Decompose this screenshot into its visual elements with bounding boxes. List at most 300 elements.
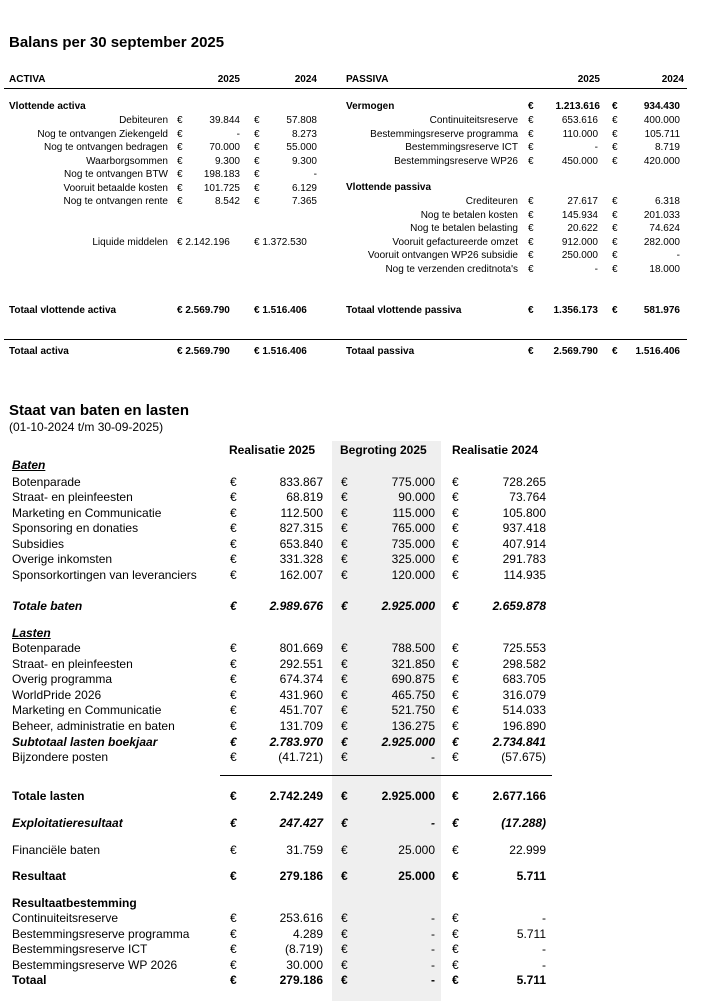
activa-row-currency-2025: € (177, 156, 183, 167)
income-row-currency-realisation-2024: € (452, 843, 459, 857)
total-current-liabilities-2024: 581.976 (643, 305, 680, 316)
income-row-currency-budget-2025: € (341, 973, 348, 987)
total-current-assets-2025: € 2.569.790 (177, 305, 230, 316)
income-row-realisation-2025: 162.007 (279, 568, 323, 582)
activa-row-value-2024: 9.300 (291, 156, 317, 167)
income-row-label: Sponsoring en donaties (12, 521, 139, 535)
activa-row-value-2025: 198.183 (203, 169, 240, 180)
income-row-currency-realisation-2025: € (230, 869, 237, 883)
income-row-realisation-2025: 31.759 (286, 843, 323, 857)
vermogen-row-currency-2024: € (612, 115, 618, 126)
total-liabilities-2024: 1.516.406 (635, 346, 680, 357)
passiva-row-label: Nog te verzenden creditnota's (385, 264, 518, 275)
income-row-currency-realisation-2024: € (452, 641, 459, 655)
income-row-currency-realisation-2025: € (230, 843, 237, 857)
income-row-realisation-2025: 431.960 (279, 688, 323, 702)
income-row-label: Beheer, administratie en baten (12, 719, 175, 733)
vermogen-row-currency-2024: € (612, 142, 618, 153)
income-row-budget-2025: - (431, 927, 435, 941)
liquide-2024: € 1.372.530 (254, 237, 307, 248)
vermogen-currency-2025: € (528, 101, 534, 112)
income-row-currency-budget-2025: € (341, 521, 348, 535)
income-row-realisation-2025: (8.719) (284, 942, 323, 956)
income-row-label: Baten (12, 458, 46, 472)
income-row-realisation-2025: 833.867 (279, 475, 323, 489)
income-row-currency-budget-2025: € (341, 911, 348, 925)
income-row-currency-budget-2025: € (341, 735, 348, 749)
activa-row-value-2025: - (236, 129, 240, 140)
totals-rule (4, 339, 687, 340)
income-row-currency-budget-2025: € (341, 688, 348, 702)
income-row-realisation-2025: 112.500 (280, 506, 323, 520)
vermogen-label: Vermogen (346, 101, 395, 112)
income-row-currency-realisation-2025: € (230, 599, 237, 613)
income-row-label: Botenparade (12, 641, 81, 655)
income-row-realisation-2024: 114.935 (503, 568, 546, 582)
activa-row-value-2024: 55.000 (286, 142, 317, 153)
passiva-row-currency-2025: € (528, 264, 534, 275)
income-row-realisation-2025: 827.315 (279, 521, 323, 535)
income-row-currency-realisation-2025: € (230, 657, 237, 671)
income-row-budget-2025: - (431, 816, 435, 830)
activa-row-currency-2024: € (254, 156, 260, 167)
income-row-budget-2025: 465.750 (391, 688, 435, 702)
activa-row-value-2024: 6.129 (291, 183, 317, 194)
income-row-label: Bestemmingsreserve WP 2026 (12, 958, 178, 972)
income-row-realisation-2024: 291.783 (502, 552, 546, 566)
income-row-realisation-2024: 514.033 (502, 703, 546, 717)
income-row-currency-realisation-2025: € (230, 703, 237, 717)
income-row-currency-budget-2025: € (341, 789, 348, 803)
activa-row-currency-2024: € (254, 115, 260, 126)
activa-row-value-2025: 8.542 (214, 196, 240, 207)
income-row-currency-realisation-2025: € (230, 475, 237, 489)
passiva-row-label: Nog te betalen belasting (410, 223, 518, 234)
passiva-row-currency-2024: € (612, 264, 618, 275)
income-row-currency-realisation-2024: € (452, 657, 459, 671)
income-row-realisation-2025: 247.427 (279, 816, 323, 830)
income-row-label: Marketing en Communicatie (12, 506, 162, 520)
income-row-budget-2025: 2.925.000 (381, 599, 435, 613)
activa-row-value-2025: 39.844 (209, 115, 240, 126)
passiva-row-value-2025: 912.000 (561, 237, 598, 248)
income-row-currency-budget-2025: € (341, 475, 348, 489)
passiva-row-label: Vooruit gefactureerde omzet (392, 237, 518, 248)
vermogen-row-value-2025: - (594, 142, 598, 153)
income-row-budget-2025: 521.750 (391, 703, 435, 717)
passiva-row-value-2025: 145.934 (561, 210, 598, 221)
income-row-budget-2025: 120.000 (391, 568, 435, 582)
activa-section-title: Vlottende activa (9, 101, 86, 112)
income-row-budget-2025: 2.925.000 (381, 735, 435, 749)
passiva-row-value-2025: 250.000 (561, 250, 598, 261)
passiva-section-title: Vlottende passiva (346, 182, 432, 193)
income-row-currency-realisation-2024: € (452, 927, 459, 941)
activa-row-value-2024: 57.808 (286, 115, 317, 126)
income-row-currency-budget-2025: € (341, 672, 348, 686)
income-row-currency-realisation-2024: € (452, 789, 459, 803)
total-liabilities-currency-2025: € (528, 346, 534, 357)
income-row-label: Totale baten (12, 599, 83, 613)
passiva-row-label: Vooruit ontvangen WP26 subsidie (367, 250, 518, 261)
passiva-row-label: Nog te betalen kosten (420, 210, 518, 221)
income-row-currency-realisation-2024: € (452, 568, 459, 582)
income-row-currency-realisation-2025: € (230, 911, 237, 925)
vermogen-row-currency-2025: € (528, 129, 534, 140)
vermogen-row-label: Continuiteitsreserve (429, 115, 518, 126)
income-row-budget-2025: 788.500 (391, 641, 435, 655)
income-row-realisation-2025: 279.186 (279, 869, 323, 883)
income-row-currency-realisation-2025: € (230, 641, 237, 655)
income-row-realisation-2024: - (542, 911, 546, 925)
income-row-realisation-2024: 5.711 (516, 927, 546, 941)
vermogen-2025: 1.213.616 (555, 101, 600, 112)
activa-header: ACTIVA (9, 74, 46, 85)
income-row-realisation-2025: 674.374 (279, 672, 323, 686)
income-row-currency-realisation-2024: € (452, 973, 459, 987)
income-row-currency-realisation-2025: € (230, 568, 237, 582)
income-row-currency-realisation-2025: € (230, 927, 237, 941)
activa-header-2025: 2025 (217, 74, 240, 85)
income-row-realisation-2024: (57.675) (501, 750, 546, 764)
income-row-currency-realisation-2024: € (452, 490, 459, 504)
income-row-budget-2025: 765.000 (391, 521, 435, 535)
activa-row-value-2024: 7.365 (291, 196, 317, 207)
total-liabilities-currency-2024: € (612, 346, 618, 357)
passiva-row-currency-2024: € (612, 196, 618, 207)
total-liabilities-label: Totaal passiva (346, 346, 415, 357)
income-row-realisation-2025: 279.186 (279, 973, 323, 987)
income-row-realisation-2024: 105.800 (502, 506, 546, 520)
activa-row-label: Nog te ontvangen rente (63, 196, 168, 207)
income-row-realisation-2024: 407.914 (502, 537, 546, 551)
income-row-label: Subsidies (12, 537, 65, 551)
income-row-currency-realisation-2025: € (230, 816, 237, 830)
passiva-row-value-2025: 27.617 (567, 196, 598, 207)
income-row-currency-realisation-2025: € (230, 719, 237, 733)
income-row-realisation-2025: 253.616 (279, 911, 323, 925)
passiva-row-currency-2024: € (612, 237, 618, 248)
income-row-budget-2025: 735.000 (391, 537, 435, 551)
income-row-label: Totale lasten (12, 789, 85, 803)
income-row-budget-2025: - (431, 973, 435, 987)
vermogen-2024: 934.430 (643, 101, 680, 112)
vermogen-row-value-2024: 400.000 (643, 115, 680, 126)
total-current-assets-2024: € 1.516.406 (254, 305, 307, 316)
passiva-row-currency-2024: € (612, 210, 618, 221)
income-row-currency-realisation-2025: € (230, 506, 237, 520)
income-row-realisation-2025: 451.707 (279, 703, 323, 717)
income-row-realisation-2024: 5.711 (516, 869, 546, 883)
income-row-currency-realisation-2024: € (452, 869, 459, 883)
activa-row-currency-2024: € (254, 169, 260, 180)
income-row-budget-2025: 115.000 (392, 506, 435, 520)
col-header-realisation-2024: Realisatie 2024 (452, 443, 539, 457)
income-row-label: WorldPride 2026 (12, 688, 102, 702)
passiva-row-currency-2024: € (612, 223, 618, 234)
liquide-label: Liquide middelen (92, 237, 168, 248)
income-row-realisation-2025: 331.328 (279, 552, 323, 566)
activa-row-currency-2024: € (254, 183, 260, 194)
income-row-currency-realisation-2024: € (452, 537, 459, 551)
passiva-row-label: Crediteuren (465, 196, 518, 207)
income-row-currency-budget-2025: € (341, 942, 348, 956)
subtotal-rule (220, 775, 552, 776)
income-row-realisation-2025: 2.783.970 (269, 735, 323, 749)
passiva-row-value-2024: - (676, 250, 680, 261)
income-row-currency-budget-2025: € (341, 958, 348, 972)
passiva-row-currency-2025: € (528, 223, 534, 234)
vermogen-row-value-2025: 450.000 (561, 156, 598, 167)
income-row-currency-realisation-2025: € (230, 688, 237, 702)
activa-row-label: Waarborgsommen (86, 156, 168, 167)
income-row-label: Lasten (12, 626, 51, 640)
total-current-liabilities-label: Totaal vlottende passiva (346, 305, 462, 316)
income-row-currency-realisation-2025: € (230, 672, 237, 686)
income-row-currency-realisation-2025: € (230, 973, 237, 987)
vermogen-row-value-2024: 105.711 (644, 129, 680, 140)
income-row-currency-budget-2025: € (341, 750, 348, 764)
income-row-realisation-2024: 73.764 (509, 490, 546, 504)
passiva-row-currency-2025: € (528, 196, 534, 207)
income-row-label: Overig programma (12, 672, 113, 686)
total-assets-2024: € 1.516.406 (254, 346, 307, 357)
income-row-currency-realisation-2024: € (452, 506, 459, 520)
vermogen-row-label: Bestemmingsreserve ICT (405, 142, 518, 153)
activa-row-currency-2025: € (177, 115, 183, 126)
income-row-label: Exploitatieresultaat (12, 816, 123, 830)
vermogen-row-currency-2025: € (528, 115, 534, 126)
passiva-row-value-2024: 74.624 (649, 223, 680, 234)
income-row-realisation-2024: 5.711 (516, 973, 546, 987)
income-row-realisation-2025: 4.289 (292, 927, 323, 941)
income-row-realisation-2025: 2.742.249 (269, 789, 323, 803)
income-row-currency-realisation-2024: € (452, 552, 459, 566)
income-row-label: Straat- en pleinfeesten (12, 490, 133, 504)
vermogen-row-value-2025: 653.616 (561, 115, 598, 126)
income-row-currency-budget-2025: € (341, 641, 348, 655)
activa-row-currency-2025: € (177, 183, 183, 194)
income-row-budget-2025: 136.275 (391, 719, 435, 733)
activa-row-currency-2024: € (254, 142, 260, 153)
income-row-currency-realisation-2024: € (452, 958, 459, 972)
income-row-currency-realisation-2024: € (452, 599, 459, 613)
income-row-realisation-2024: - (542, 942, 546, 956)
activa-row-value-2025: 70.000 (209, 142, 240, 153)
income-row-label: Overige inkomsten (12, 552, 113, 566)
passiva-row-currency-2024: € (612, 250, 618, 261)
passiva-row-value-2024: 201.033 (643, 210, 680, 221)
col-header-realisation-2025: Realisatie 2025 (229, 443, 316, 457)
income-row-realisation-2024: 728.265 (502, 475, 546, 489)
activa-row-currency-2025: € (177, 129, 183, 140)
income-title: Staat van baten en lasten (9, 402, 190, 419)
income-row-currency-budget-2025: € (341, 599, 348, 613)
income-row-budget-2025: - (431, 750, 435, 764)
passiva-row-currency-2025: € (528, 210, 534, 221)
passiva-row-value-2024: 6.318 (654, 196, 680, 207)
income-row-budget-2025: 775.000 (391, 475, 435, 489)
income-row-budget-2025: 321.850 (391, 657, 435, 671)
total-current-assets-label: Totaal vlottende activa (9, 305, 117, 316)
activa-row-value-2025: 101.725 (203, 183, 240, 194)
income-row-realisation-2024: 298.582 (502, 657, 546, 671)
total-current-liabilities-currency-2025: € (528, 305, 534, 316)
income-row-realisation-2025: 131.709 (279, 719, 323, 733)
income-row-budget-2025: - (431, 911, 435, 925)
income-row-realisation-2025: 30.000 (286, 958, 323, 972)
income-row-currency-realisation-2025: € (230, 750, 237, 764)
vermogen-row-value-2024: 8.719 (654, 142, 680, 153)
income-row-budget-2025: 2.925.000 (381, 789, 435, 803)
income-row-realisation-2024: 22.999 (509, 843, 546, 857)
activa-row-label: Nog te ontvangen BTW (64, 169, 168, 180)
income-row-currency-budget-2025: € (341, 537, 348, 551)
balance-title: Balans per 30 september 2025 (9, 34, 225, 51)
income-row-currency-realisation-2024: € (452, 750, 459, 764)
income-row-label: Marketing en Communicatie (12, 703, 162, 717)
income-row-currency-realisation-2025: € (230, 521, 237, 535)
income-row-currency-budget-2025: € (341, 506, 348, 520)
income-row-realisation-2025: 653.840 (279, 537, 323, 551)
income-row-budget-2025: - (431, 942, 435, 956)
income-row-currency-budget-2025: € (341, 657, 348, 671)
vermogen-row-label: Bestemmingsreserve WP26 (394, 156, 518, 167)
vermogen-row-value-2024: 420.000 (643, 156, 680, 167)
income-row-currency-budget-2025: € (341, 816, 348, 830)
income-row-budget-2025: 25.000 (398, 869, 435, 883)
income-row-realisation-2024: - (542, 958, 546, 972)
income-row-currency-budget-2025: € (341, 927, 348, 941)
income-row-realisation-2024: 683.705 (502, 672, 546, 686)
income-row-realisation-2024: 2.677.166 (492, 789, 546, 803)
income-row-currency-realisation-2025: € (230, 942, 237, 956)
passiva-row-value-2025: - (594, 264, 598, 275)
income-row-label: Resultaatbestemming (12, 896, 137, 910)
income-row-currency-realisation-2025: € (230, 958, 237, 972)
income-row-currency-budget-2025: € (341, 703, 348, 717)
total-assets-label: Totaal activa (9, 346, 69, 357)
passiva-header: PASSIVA (346, 74, 389, 85)
income-row-currency-realisation-2024: € (452, 475, 459, 489)
total-liabilities-2025: 2.569.790 (553, 346, 598, 357)
income-row-budget-2025: 90.000 (398, 490, 435, 504)
activa-row-value-2024: 8.273 (291, 129, 317, 140)
income-row-budget-2025: 325.000 (391, 552, 435, 566)
income-row-currency-budget-2025: € (341, 843, 348, 857)
income-row-currency-realisation-2024: € (452, 942, 459, 956)
vermogen-currency-2024: € (612, 101, 618, 112)
vermogen-row-currency-2024: € (612, 156, 618, 167)
header-rule (4, 88, 687, 89)
passiva-row-currency-2025: € (528, 250, 534, 261)
income-row-realisation-2024: 316.079 (502, 688, 546, 702)
passiva-row-value-2024: 282.000 (643, 237, 680, 248)
passiva-row-currency-2025: € (528, 237, 534, 248)
income-row-label: Bijzondere posten (12, 750, 109, 764)
income-row-realisation-2024: 2.659.878 (492, 599, 546, 613)
activa-row-currency-2025: € (177, 142, 183, 153)
income-row-realisation-2024: (17.288) (501, 816, 546, 830)
income-row-label: Totaal (12, 973, 47, 987)
income-row-realisation-2024: 196.890 (502, 719, 546, 733)
passiva-header-2025: 2025 (577, 74, 600, 85)
activa-row-label: Debiteuren (119, 115, 168, 126)
income-row-label: Subtotaal lasten boekjaar (12, 735, 158, 749)
income-row-label: Botenparade (12, 475, 81, 489)
income-row-budget-2025: 690.875 (391, 672, 435, 686)
income-row-realisation-2024: 937.418 (502, 521, 546, 535)
income-row-currency-realisation-2025: € (230, 552, 237, 566)
income-row-label: Resultaat (12, 869, 67, 883)
income-row-currency-budget-2025: € (341, 719, 348, 733)
income-row-label: Financiële baten (12, 843, 101, 857)
activa-header-2024: 2024 (294, 74, 317, 85)
col-header-budget-2025: Begroting 2025 (340, 443, 427, 457)
activa-row-label: Nog te ontvangen Ziekengeld (37, 129, 168, 140)
income-row-currency-realisation-2024: € (452, 911, 459, 925)
activa-row-label: Nog te ontvangen bedragen (44, 142, 168, 153)
income-row-currency-realisation-2024: € (452, 816, 459, 830)
income-row-budget-2025: 25.000 (398, 843, 435, 857)
income-row-currency-realisation-2024: € (452, 703, 459, 717)
income-row-currency-realisation-2024: € (452, 719, 459, 733)
activa-row-currency-2025: € (177, 196, 183, 207)
income-row-currency-realisation-2024: € (452, 735, 459, 749)
activa-row-value-2024: - (313, 169, 317, 180)
income-row-label: Sponsorkortingen van leveranciers (12, 568, 197, 582)
passiva-row-value-2025: 20.622 (567, 223, 598, 234)
activa-row-currency-2024: € (254, 196, 260, 207)
income-row-label: Bestemmingsreserve programma (12, 927, 190, 941)
vermogen-row-currency-2025: € (528, 142, 534, 153)
income-row-label: Straat- en pleinfeesten (12, 657, 133, 671)
vermogen-row-currency-2025: € (528, 156, 534, 167)
passiva-header-2024: 2024 (661, 74, 684, 85)
vermogen-row-currency-2024: € (612, 129, 618, 140)
income-row-budget-2025: - (431, 958, 435, 972)
liquide-2025: € 2.142.196 (177, 237, 230, 248)
income-row-currency-realisation-2025: € (230, 735, 237, 749)
vermogen-row-value-2025: 110.000 (562, 129, 598, 140)
income-row-currency-realisation-2024: € (452, 688, 459, 702)
income-row-label: Bestemmingsreserve ICT (12, 942, 148, 956)
income-row-currency-realisation-2024: € (452, 521, 459, 535)
income-row-currency-realisation-2025: € (230, 490, 237, 504)
income-row-label: Continuiteitsreserve (12, 911, 119, 925)
income-row-realisation-2025: 292.551 (279, 657, 323, 671)
income-row-currency-budget-2025: € (341, 490, 348, 504)
income-row-currency-realisation-2025: € (230, 789, 237, 803)
passiva-row-value-2024: 18.000 (649, 264, 680, 275)
activa-row-currency-2025: € (177, 169, 183, 180)
vermogen-row-label: Bestemmingsreserve programma (370, 129, 518, 140)
income-row-realisation-2024: 725.553 (502, 641, 546, 655)
activa-row-label: Vooruit betaalde kosten (63, 183, 168, 194)
income-period: (01-10-2024 t/m 30-09-2025) (9, 420, 164, 434)
activa-row-currency-2024: € (254, 129, 260, 140)
income-row-realisation-2025: 2.989.676 (269, 599, 323, 613)
income-row-realisation-2024: 2.734.841 (492, 735, 546, 749)
total-assets-2025: € 2.569.790 (177, 346, 230, 357)
income-row-realisation-2025: 801.669 (279, 641, 323, 655)
total-current-liabilities-2025: 1.356.173 (553, 305, 598, 316)
income-row-currency-realisation-2024: € (452, 672, 459, 686)
income-row-currency-budget-2025: € (341, 568, 348, 582)
income-row-currency-budget-2025: € (341, 552, 348, 566)
income-row-currency-budget-2025: € (341, 869, 348, 883)
total-current-liabilities-currency-2024: € (612, 305, 618, 316)
